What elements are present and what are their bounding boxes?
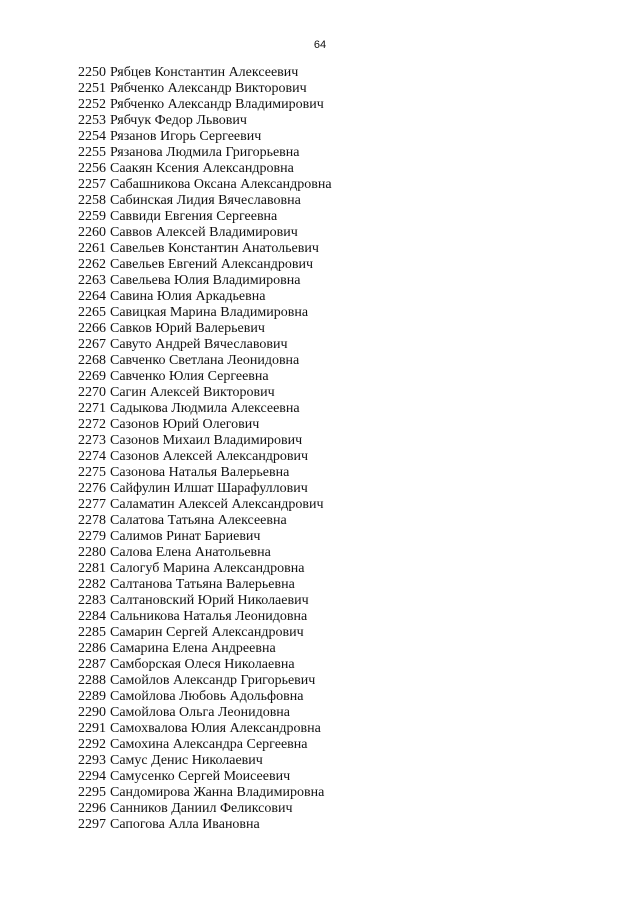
- entry-name: Савельев Константин Анатольевич: [110, 241, 319, 256]
- entry-name: Сальникова Наталья Леонидовна: [110, 609, 308, 624]
- entry-name: Сайфулин Илшат Шарафуллович: [110, 481, 308, 496]
- entry-number: 2271: [78, 401, 106, 416]
- list-item: [78, 609, 332, 625]
- entry-name: Сандомирова Жанна Владимировна: [110, 785, 325, 800]
- entry-name: Савуто Андрей Вячеславович: [110, 337, 288, 352]
- entry-number: 2253: [78, 113, 106, 128]
- entry-name: Савченко Юлия Сергеевна: [110, 369, 269, 384]
- entry-number: 2255: [78, 145, 106, 160]
- entry-number: 2269: [78, 369, 106, 384]
- entry-name: Сазонов Михаил Владимирович: [110, 433, 303, 448]
- list-item: [78, 753, 332, 769]
- entry-number: 2251: [78, 81, 106, 96]
- entry-number: 2256: [78, 161, 106, 176]
- entry-name: Савицкая Марина Владимировна: [110, 305, 309, 320]
- entry-name: Самарина Елена Андреевна: [110, 641, 276, 656]
- entry-name: Самохина Александра Сергеевна: [110, 737, 308, 752]
- entry-name: Саввиди Евгения Сергеевна: [110, 209, 278, 224]
- entry-number: 2273: [78, 433, 106, 448]
- entry-name: Самборская Олеся Николаевна: [110, 657, 295, 672]
- entry-number: 2276: [78, 481, 106, 496]
- entry-name: Самохвалова Юлия Александровна: [110, 721, 321, 736]
- list-item: [78, 289, 332, 305]
- list-item: [78, 561, 332, 577]
- entry-number: 2262: [78, 257, 106, 272]
- list-item: [78, 817, 332, 833]
- entry-number: 2283: [78, 593, 106, 608]
- entry-name: Салимов Ринат Бариевич: [110, 529, 261, 544]
- entry-name: Сазонова Наталья Валерьевна: [110, 465, 290, 480]
- entry-name: Самойлова Любовь Адольфовна: [110, 689, 304, 704]
- entry-number: 2254: [78, 129, 106, 144]
- entry-name: Саакян Ксения Александровна: [110, 161, 294, 176]
- entry-name: Сазонов Алексей Александрович: [110, 449, 309, 464]
- entry-name: Саввов Алексей Владимирович: [110, 225, 298, 240]
- list-item: [78, 673, 332, 689]
- list-item: [78, 257, 332, 273]
- entry-number: 2277: [78, 497, 106, 512]
- entry-name: Рябченко Александр Викторович: [110, 81, 307, 96]
- list-item: [78, 241, 332, 257]
- name-list: [78, 65, 332, 833]
- entry-number: 2289: [78, 689, 106, 704]
- list-item: [78, 145, 332, 161]
- entry-number: 2260: [78, 225, 106, 240]
- entry-number: 2287: [78, 657, 106, 672]
- entry-number: 2297: [78, 817, 106, 832]
- entry-name: Сагин Алексей Викторович: [110, 385, 275, 400]
- list-item: [78, 161, 332, 177]
- entry-name: Сапогова Алла Ивановна: [110, 817, 260, 832]
- list-item: [78, 193, 332, 209]
- entry-number: 2258: [78, 193, 106, 208]
- entry-name: Самусенко Сергей Моисеевич: [110, 769, 291, 784]
- entry-number: 2293: [78, 753, 106, 768]
- entry-name: Савина Юлия Аркадьевна: [110, 289, 266, 304]
- entry-name: Салтанова Татьяна Валерьевна: [110, 577, 295, 592]
- entry-name: Рябцев Константин Алексеевич: [110, 65, 299, 80]
- entry-name: Самарин Сергей Александрович: [110, 625, 304, 640]
- entry-number: 2292: [78, 737, 106, 752]
- list-item: [78, 705, 332, 721]
- list-item: [78, 625, 332, 641]
- list-item: [78, 401, 332, 417]
- entry-number: 2285: [78, 625, 106, 640]
- entry-number: 2265: [78, 305, 106, 320]
- entry-number: 2257: [78, 177, 106, 192]
- list-item: [78, 177, 332, 193]
- entry-name: Самойлов Александр Григорьевич: [110, 673, 316, 688]
- list-item: [78, 353, 332, 369]
- entry-number: 2252: [78, 97, 106, 112]
- entry-number: 2267: [78, 337, 106, 352]
- entry-number: 2250: [78, 65, 106, 80]
- entry-number: 2274: [78, 449, 106, 464]
- entry-number: 2272: [78, 417, 106, 432]
- list-item: [78, 209, 332, 225]
- entry-name: Саламатин Алексей Александрович: [110, 497, 324, 512]
- list-item: [78, 129, 332, 145]
- entry-name: Сабашникова Оксана Александровна: [110, 177, 332, 192]
- list-item: [78, 225, 332, 241]
- list-item: [78, 801, 332, 817]
- entry-number: 2284: [78, 609, 106, 624]
- list-item: [78, 529, 332, 545]
- entry-name: Рязанов Игорь Сергеевич: [110, 129, 262, 144]
- entry-number: 2264: [78, 289, 106, 304]
- entry-name: Самус Денис Николаевич: [110, 753, 263, 768]
- list-item: [78, 321, 332, 337]
- entry-number: 2294: [78, 769, 106, 784]
- entry-number: 2282: [78, 577, 106, 592]
- entry-name: Салатова Татьяна Алексеевна: [110, 513, 287, 528]
- list-item: [78, 497, 332, 513]
- entry-number: 2268: [78, 353, 106, 368]
- entry-name: Салогуб Марина Александровна: [110, 561, 305, 576]
- entry-name: Рябченко Александр Владимирович: [110, 97, 324, 112]
- list-item: [78, 417, 332, 433]
- entry-name: Салова Елена Анатольевна: [110, 545, 271, 560]
- entry-number: 2261: [78, 241, 106, 256]
- entry-name: Санников Даниил Феликсович: [110, 801, 293, 816]
- list-item: [78, 305, 332, 321]
- entry-number: 2296: [78, 801, 106, 816]
- list-item: [78, 785, 332, 801]
- entry-number: 2291: [78, 721, 106, 736]
- list-item: [78, 689, 332, 705]
- entry-number: 2281: [78, 561, 106, 576]
- list-item: [78, 657, 332, 673]
- list-item: [78, 545, 332, 561]
- entry-name: Салтановский Юрий Николаевич: [110, 593, 309, 608]
- entry-number: 2275: [78, 465, 106, 480]
- entry-number: 2295: [78, 785, 106, 800]
- list-item: [78, 593, 332, 609]
- entry-name: Садыкова Людмила Алексеевна: [110, 401, 300, 416]
- list-item: [78, 81, 332, 97]
- list-item: [78, 273, 332, 289]
- list-item: [78, 113, 332, 129]
- entry-number: 2279: [78, 529, 106, 544]
- list-item: [78, 65, 332, 81]
- entry-name: Рябчук Федор Львович: [110, 113, 247, 128]
- list-item: [78, 465, 332, 481]
- list-item: [78, 721, 332, 737]
- list-item: [78, 737, 332, 753]
- entry-name: Савков Юрий Валерьевич: [110, 321, 265, 336]
- list-item: [78, 513, 332, 529]
- entry-name: Сабинская Лидия Вячеславовна: [110, 193, 301, 208]
- entry-number: 2263: [78, 273, 106, 288]
- page-number: 64: [313, 39, 327, 51]
- entry-number: 2290: [78, 705, 106, 720]
- list-item: [78, 641, 332, 657]
- list-item: [78, 449, 332, 465]
- entry-name: Самойлова Ольга Леонидовна: [110, 705, 291, 720]
- entry-name: Рязанова Людмила Григорьевна: [110, 145, 300, 160]
- list-item: [78, 97, 332, 113]
- entry-name: Савельева Юлия Владимировна: [110, 273, 301, 288]
- list-item: [78, 433, 332, 449]
- entry-number: 2280: [78, 545, 106, 560]
- entry-name: Савченко Светлана Леонидовна: [110, 353, 300, 368]
- list-item: [78, 769, 332, 785]
- entry-number: 2286: [78, 641, 106, 656]
- list-item: [78, 577, 332, 593]
- entry-number: 2270: [78, 385, 106, 400]
- list-item: [78, 369, 332, 385]
- entry-number: 2266: [78, 321, 106, 336]
- entry-number: 2278: [78, 513, 106, 528]
- list-item: [78, 385, 332, 401]
- entry-name: Савельев Евгений Александрович: [110, 257, 314, 272]
- list-item: [78, 337, 332, 353]
- entry-number: 2288: [78, 673, 106, 688]
- entry-number: 2259: [78, 209, 106, 224]
- entry-name: Сазонов Юрий Олегович: [110, 417, 260, 432]
- list-item: [78, 481, 332, 497]
